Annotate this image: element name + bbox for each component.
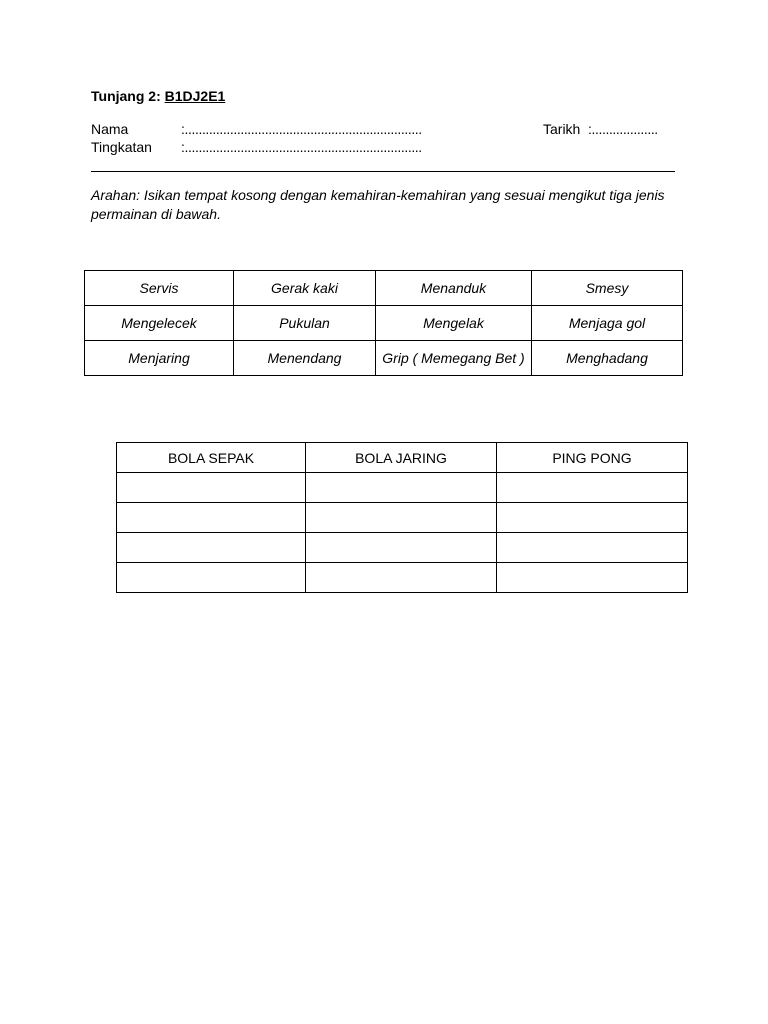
tarikh-field[interactable]: :................... [588, 121, 658, 137]
skill-cell: Menjaga gol [532, 306, 683, 341]
skill-cell: Menendang [234, 341, 376, 376]
skill-cell: Mengelecek [85, 306, 234, 341]
instruction-text: Arahan: Isikan tempat kosong dengan kemahiran-kemahiran yang sesuai mengikut tiga jenis permainan di bawah. [91, 187, 665, 222]
answer-cell[interactable] [117, 563, 306, 593]
skill-cell: Gerak kaki [234, 271, 376, 306]
skill-cell: Menjaring [85, 341, 234, 376]
answer-cell[interactable] [497, 473, 688, 503]
skills-table [84, 270, 683, 376]
skill-cell: Mengelak [376, 306, 532, 341]
games-table [116, 442, 688, 593]
table-row [117, 533, 688, 563]
answer-cell[interactable] [497, 503, 688, 533]
tarikh-label: Tarikh [543, 121, 581, 137]
header-divider [91, 171, 675, 172]
games-header-row [117, 443, 688, 473]
heading-prefix: Tunjang 2: [91, 88, 165, 104]
skills-row [85, 306, 683, 341]
answer-cell[interactable] [306, 563, 497, 593]
column-header-bola-jaring: BOLA JARING [306, 443, 497, 473]
column-header-ping-pong: PING PONG [497, 443, 688, 473]
skill-cell: Grip ( Memegang Bet ) [376, 341, 532, 376]
table-row [117, 503, 688, 533]
skill-cell: Servis [85, 271, 234, 306]
skill-cell: Menanduk [376, 271, 532, 306]
worksheet-heading [91, 88, 225, 104]
column-header-bola-sepak: BOLA SEPAK [117, 443, 306, 473]
answer-cell[interactable] [117, 503, 306, 533]
answer-cell[interactable] [306, 503, 497, 533]
nama-label: Nama [91, 121, 129, 137]
skill-cell: Menghadang [532, 341, 683, 376]
table-row [117, 563, 688, 593]
answer-cell[interactable] [497, 563, 688, 593]
heading-code: B1DJ2E1 [164, 88, 226, 104]
tingkatan-label: Tingkatan [91, 139, 152, 155]
skill-cell: Pukulan [234, 306, 376, 341]
answer-cell[interactable] [117, 473, 306, 503]
answer-cell[interactable] [306, 473, 497, 503]
skills-row [85, 341, 683, 376]
table-row [117, 473, 688, 503]
answer-cell[interactable] [117, 533, 306, 563]
answer-cell[interactable] [497, 533, 688, 563]
answer-cell[interactable] [306, 533, 497, 563]
skill-cell: Smesy [532, 271, 683, 306]
nama-field[interactable]: :.................................................................... [181, 121, 422, 137]
skills-row [85, 271, 683, 306]
tingkatan-field[interactable]: :.................................................................... [181, 139, 422, 155]
